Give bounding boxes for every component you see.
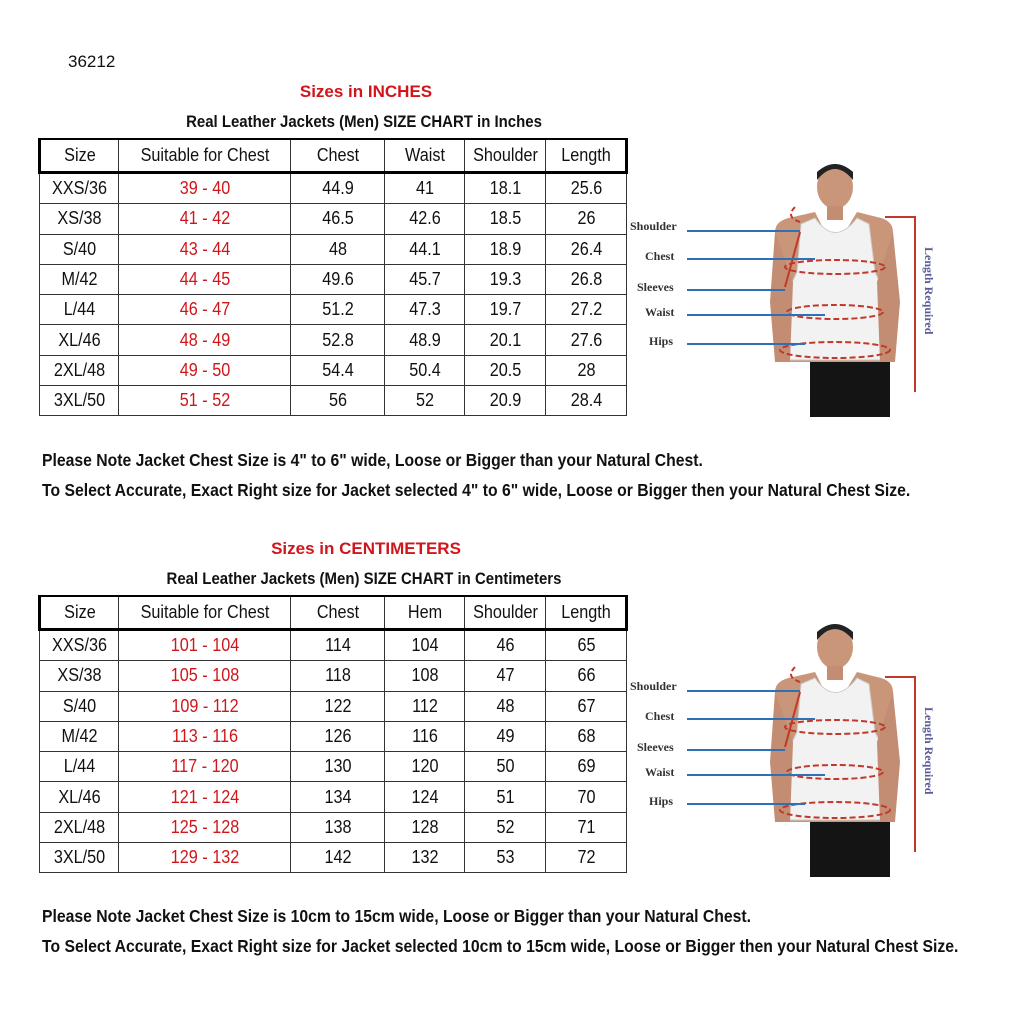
table-cell: 108 <box>389 661 461 691</box>
size-cell: S/40 <box>43 691 114 721</box>
table-cell: 138 <box>295 812 380 842</box>
table-row <box>40 295 627 325</box>
table-cell: 51 <box>469 782 542 812</box>
table-row <box>40 630 627 661</box>
table-cell: 44.9 <box>295 173 380 204</box>
size-cell: XL/46 <box>43 325 114 355</box>
inches-note-1: Please Note Jacket Chest Size is 4" to 6" wide, Loose or Bigger than your Natural Chest. <box>42 450 703 470</box>
table-cell: 18.9 <box>469 234 542 264</box>
diagram-label-sleeves: Sleeves <box>637 740 674 754</box>
table-cell: 46 - 47 <box>127 295 282 325</box>
diagram-label-shoulder: Shoulder <box>630 219 677 233</box>
table-cell: 49.6 <box>295 264 380 294</box>
column-header: Hem <box>389 596 461 630</box>
table-cell: 65 <box>550 630 623 661</box>
diagram-length-label: Length Required <box>922 707 936 795</box>
table-cell: 66 <box>550 661 623 691</box>
table-cell: 117 - 120 <box>127 752 282 782</box>
table-cell: 52.8 <box>295 325 380 355</box>
size-cell: 2XL/48 <box>43 355 114 385</box>
table-cell: 48 - 49 <box>127 325 282 355</box>
table-cell: 112 <box>389 691 461 721</box>
size-cell: XS/38 <box>43 661 114 691</box>
cm-size-table <box>38 595 628 873</box>
product-code: 36212 <box>68 52 116 71</box>
table-cell: 18.1 <box>469 173 542 204</box>
table-cell: 50 <box>469 752 542 782</box>
diagram-label-waist: Waist <box>645 765 675 779</box>
column-header: Waist <box>389 139 461 173</box>
table-cell: 41 <box>389 173 461 204</box>
table-cell: 42.6 <box>389 204 461 234</box>
column-header: Chest <box>295 139 380 173</box>
table-cell: 26.4 <box>550 234 623 264</box>
table-cell: 134 <box>295 782 380 812</box>
table-cell: 114 <box>295 630 380 661</box>
table-cell: 28.4 <box>550 386 623 416</box>
table-cell: 20.9 <box>469 386 542 416</box>
inches-size-table <box>38 138 628 416</box>
table-cell: 19.3 <box>469 264 542 294</box>
man-figure-illustration <box>770 624 915 877</box>
diagram-label-sleeves: Sleeves <box>637 280 674 294</box>
column-header: Size <box>43 139 114 173</box>
size-cell: 3XL/50 <box>43 386 114 416</box>
table-cell: 101 - 104 <box>127 630 282 661</box>
table-cell: 48 <box>295 234 380 264</box>
column-header: Suitable for Chest <box>127 596 282 630</box>
table-cell: 50.4 <box>389 355 461 385</box>
table-cell: 25.6 <box>550 173 623 204</box>
table-cell: 41 - 42 <box>127 204 282 234</box>
cm-note-2: To Select Accurate, Exact Right size for Jacket selected 10cm to 15cm wide, Loose or Bigger then your Natural Chest Size. <box>42 936 959 956</box>
cm-subtitle: Real Leather Jackets (Men) SIZE CHART in Centimeters <box>166 569 562 588</box>
table-cell: 124 <box>389 782 461 812</box>
table-cell: 104 <box>389 630 461 661</box>
size-cell: L/44 <box>43 295 114 325</box>
table-cell: 142 <box>295 843 380 873</box>
table-cell: 46 <box>469 630 542 661</box>
table-row <box>40 812 627 842</box>
table-cell: 52 <box>469 812 542 842</box>
table-row <box>40 721 627 751</box>
table-row <box>40 691 627 721</box>
table-cell: 27.6 <box>550 325 623 355</box>
table-cell: 18.5 <box>469 204 542 234</box>
size-cell: L/44 <box>43 752 114 782</box>
cm-note-1: Please Note Jacket Chest Size is 10cm to 15cm wide, Loose or Bigger than your Natural Chest. <box>42 906 751 926</box>
table-row <box>40 234 627 264</box>
table-cell: 44 - 45 <box>127 264 282 294</box>
table-header-row <box>40 139 627 173</box>
table-row <box>40 782 627 812</box>
cm-title: Sizes in CENTIMETERS <box>271 539 461 558</box>
table-row <box>40 752 627 782</box>
size-cell: XL/46 <box>43 782 114 812</box>
table-cell: 48.9 <box>389 325 461 355</box>
table-cell: 44.1 <box>389 234 461 264</box>
table-cell: 27.2 <box>550 295 623 325</box>
table-cell: 120 <box>389 752 461 782</box>
size-cell: 2XL/48 <box>43 812 114 842</box>
table-cell: 72 <box>550 843 623 873</box>
table-row <box>40 843 627 873</box>
column-header: Shoulder <box>469 596 542 630</box>
table-cell: 68 <box>550 721 623 751</box>
table-cell: 118 <box>295 661 380 691</box>
table-cell: 128 <box>389 812 461 842</box>
table-row <box>40 173 627 204</box>
table-cell: 113 - 116 <box>127 721 282 751</box>
table-cell: 121 - 124 <box>127 782 282 812</box>
diagram-label-chest: Chest <box>645 709 675 723</box>
size-cell: M/42 <box>43 264 114 294</box>
table-cell: 47 <box>469 661 542 691</box>
table-cell: 116 <box>389 721 461 751</box>
size-cell: 3XL/50 <box>43 843 114 873</box>
table-cell: 19.7 <box>469 295 542 325</box>
diagram-label-chest: Chest <box>645 249 675 263</box>
table-cell: 132 <box>389 843 461 873</box>
table-row <box>40 661 627 691</box>
table-header-row <box>40 596 627 630</box>
table-cell: 70 <box>550 782 623 812</box>
table-cell: 46.5 <box>295 204 380 234</box>
table-cell: 26 <box>550 204 623 234</box>
size-cell: S/40 <box>43 234 114 264</box>
size-cell: XXS/36 <box>43 173 114 204</box>
size-cell: XXS/36 <box>43 630 114 661</box>
table-cell: 26.8 <box>550 264 623 294</box>
table-cell: 20.1 <box>469 325 542 355</box>
table-cell: 126 <box>295 721 380 751</box>
diagram-label-shoulder: Shoulder <box>630 679 677 693</box>
table-cell: 51 - 52 <box>127 386 282 416</box>
inches-title: Sizes in INCHES <box>299 82 433 101</box>
table-cell: 43 - 44 <box>127 234 282 264</box>
table-row <box>40 386 627 416</box>
table-cell: 105 - 108 <box>127 661 282 691</box>
table-cell: 39 - 40 <box>127 173 282 204</box>
table-cell: 71 <box>550 812 623 842</box>
column-header: Size <box>43 596 114 630</box>
diagram-length-label: Length Required <box>922 247 936 335</box>
table-cell: 56 <box>295 386 380 416</box>
table-cell: 28 <box>550 355 623 385</box>
table-cell: 109 - 112 <box>127 691 282 721</box>
table-cell: 48 <box>469 691 542 721</box>
table-row <box>40 355 627 385</box>
table-cell: 69 <box>550 752 623 782</box>
table-cell: 67 <box>550 691 623 721</box>
table-row <box>40 264 627 294</box>
table-cell: 49 - 50 <box>127 355 282 385</box>
inches-note-2: To Select Accurate, Exact Right size for Jacket selected 4" to 6" wide, Loose or Bigger then your Natural Chest Size. <box>42 480 911 500</box>
table-row <box>40 204 627 234</box>
table-cell: 54.4 <box>295 355 380 385</box>
table-cell: 47.3 <box>389 295 461 325</box>
column-header: Length <box>550 596 623 630</box>
diagram-label-waist: Waist <box>645 305 675 319</box>
table-cell: 129 - 132 <box>127 843 282 873</box>
table-cell: 122 <box>295 691 380 721</box>
table-cell: 51.2 <box>295 295 380 325</box>
column-header: Length <box>550 139 623 173</box>
table-cell: 53 <box>469 843 542 873</box>
column-header: Shoulder <box>469 139 542 173</box>
diagram-label-hips: Hips <box>649 334 674 348</box>
table-cell: 130 <box>295 752 380 782</box>
size-cell: M/42 <box>43 721 114 751</box>
column-header: Suitable for Chest <box>127 139 282 173</box>
table-cell: 49 <box>469 721 542 751</box>
diagram-label-hips: Hips <box>649 794 674 808</box>
table-cell: 52 <box>389 386 461 416</box>
size-cell: XS/38 <box>43 204 114 234</box>
column-header: Chest <box>295 596 380 630</box>
inches-subtitle: Real Leather Jackets (Men) SIZE CHART in Inches <box>186 112 542 131</box>
table-cell: 20.5 <box>469 355 542 385</box>
man-figure-illustration <box>770 164 915 417</box>
table-row <box>40 325 627 355</box>
table-cell: 45.7 <box>389 264 461 294</box>
measurement-diagram-inches <box>625 162 950 417</box>
table-cell: 125 - 128 <box>127 812 282 842</box>
measurement-diagram-cm <box>625 622 950 877</box>
